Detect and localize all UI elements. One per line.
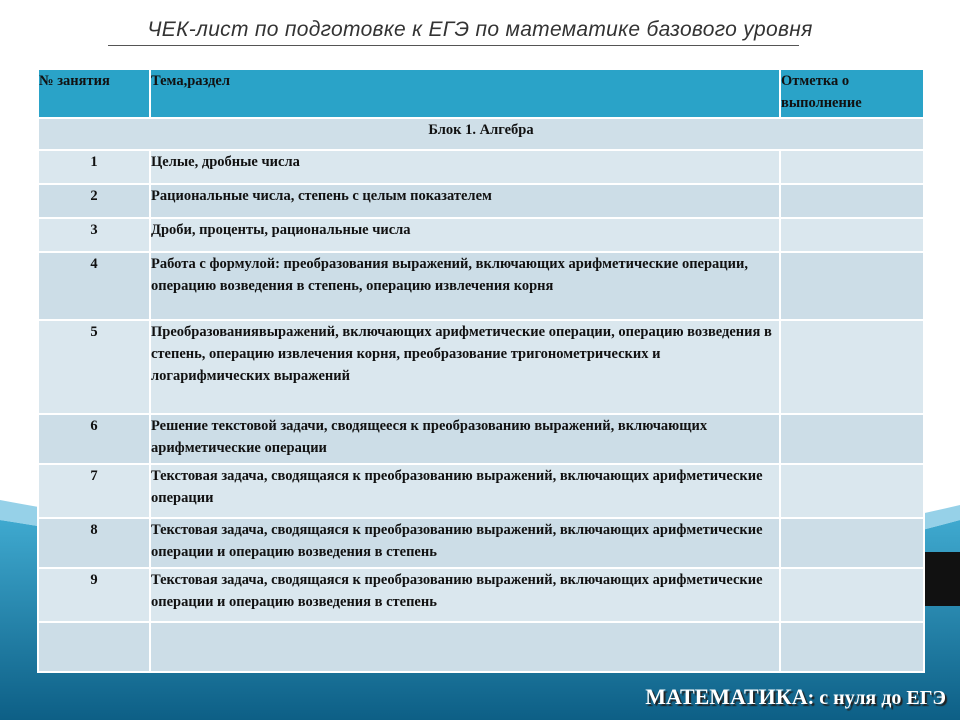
title-underline [108, 45, 799, 46]
lesson-number: 6 [38, 414, 150, 464]
table-row [38, 320, 924, 414]
lesson-topic: Целые, дробные числа [150, 150, 780, 184]
completion-mark-cell[interactable] [780, 252, 924, 320]
lesson-topic: Решение текстовой задачи, сводящееся к преобразованию выражений, включающих арифметические операции [150, 414, 780, 464]
lesson-number: 7 [38, 464, 150, 518]
table-row [38, 622, 924, 672]
header-lesson-number: № занятия [38, 69, 150, 118]
lesson-number: 9 [38, 568, 150, 622]
table-row [38, 518, 924, 568]
block-title: Блок 1. Алгебра [38, 118, 924, 150]
lesson-number [38, 622, 150, 672]
completion-mark-cell[interactable] [780, 150, 924, 184]
page-title: ЧЕК-лист по подготовке к ЕГЭ по математике базового уровня [147, 18, 813, 41]
table-row [38, 252, 924, 320]
footer-tagline: : с нуля до ЕГЭ [807, 687, 946, 709]
lesson-number: 4 [38, 252, 150, 320]
table-row [38, 568, 924, 622]
table-row [38, 150, 924, 184]
table-row [38, 464, 924, 518]
lesson-number: 1 [38, 150, 150, 184]
lesson-topic: Текстовая задача, сводящаяся к преобразованию выражений, включающих арифметические операции и операцию возведения в степень [150, 518, 780, 568]
footer-brand-name: МАТЕМАТИКА [645, 684, 808, 709]
lesson-topic [150, 622, 780, 672]
lesson-topic: Рациональные числа, степень с целым показателем [150, 184, 780, 218]
table-row [38, 184, 924, 218]
header-topic: Тема,раздел [150, 69, 780, 118]
table-row [38, 414, 924, 464]
checklist-table [37, 68, 925, 673]
lesson-number: 2 [38, 184, 150, 218]
lesson-topic: Текстовая задача, сводящаяся к преобразованию выражений, включающих арифметические операции [150, 464, 780, 518]
table-header-row [38, 69, 924, 118]
block-title-row [38, 118, 924, 150]
footer-brand [645, 684, 946, 710]
completion-mark-cell[interactable] [780, 218, 924, 252]
completion-mark-cell[interactable] [780, 184, 924, 218]
table-row [38, 218, 924, 252]
completion-mark-cell[interactable] [780, 518, 924, 568]
lesson-topic: Преобразованиявыражений, включающих арифметические операции, операцию возведения в степень, операцию извлечения корня, преобразование тригонометрических и логарифмических выражений [150, 320, 780, 414]
completion-mark-cell[interactable] [780, 622, 924, 672]
lesson-number: 5 [38, 320, 150, 414]
lesson-number: 8 [38, 518, 150, 568]
lesson-number: 3 [38, 218, 150, 252]
header-completion-mark: Отметка о выполнение [780, 69, 924, 118]
lesson-topic: Работа с формулой: преобразования выражений, включающих арифметические операции, операцию возведения в степень, операцию извлечения корня [150, 252, 780, 320]
completion-mark-cell[interactable] [780, 464, 924, 518]
lesson-topic: Дроби, проценты, рациональные числа [150, 218, 780, 252]
completion-mark-cell[interactable] [780, 320, 924, 414]
completion-mark-cell[interactable] [780, 414, 924, 464]
completion-mark-cell[interactable] [780, 568, 924, 622]
lesson-topic: Текстовая задача, сводящаяся к преобразованию выражений, включающих арифметические операции и операцию возведения в степень [150, 568, 780, 622]
